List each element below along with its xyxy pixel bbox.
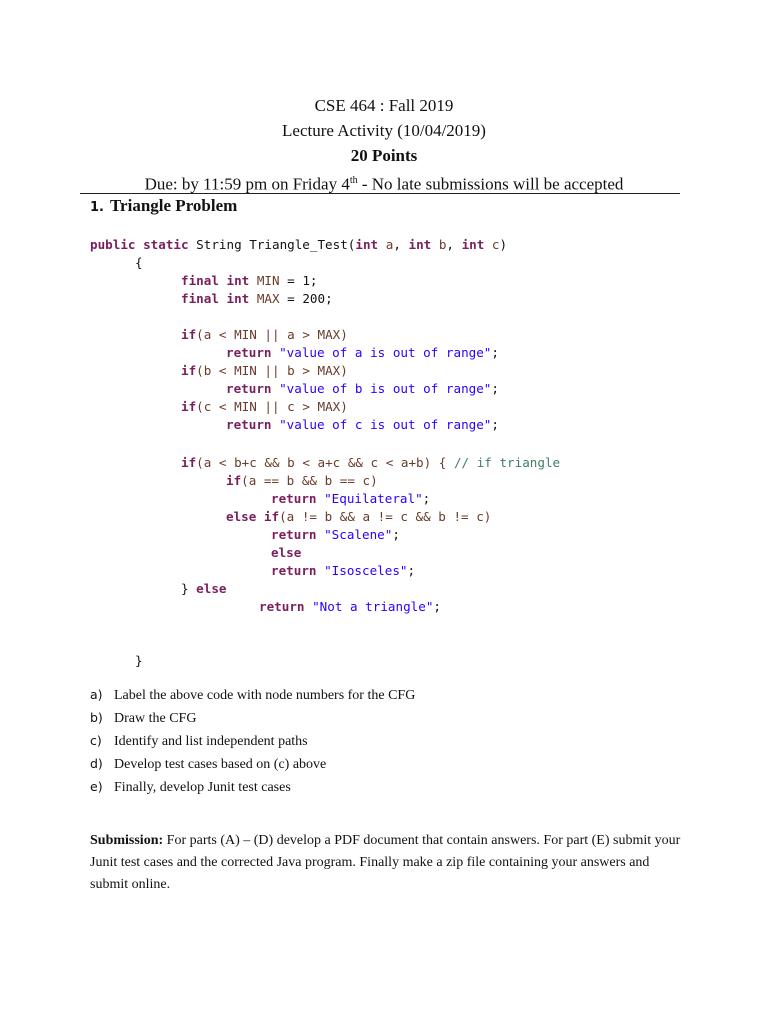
code-line-return-b: return "value of b is out of range";: [226, 381, 499, 396]
activity-title: Lecture Activity (10/04/2019): [282, 121, 486, 140]
code-line-signature: public static String Triangle_Test(int a, int b, int c): [90, 237, 508, 252]
due-sup: th: [349, 175, 358, 186]
code-line-max: final int MAX = 200;: [181, 291, 333, 306]
code-line-if-b: if(b < MIN || b > MAX): [181, 363, 348, 378]
code-line-close-brace: }: [135, 653, 143, 668]
due-prefix: Due: by 11:59 pm on Friday 4: [144, 174, 350, 194]
submission-text: For parts (A) – (D) develop a PDF document that contain answers. For part (E) submit your Junit test cases and the corrected Java program. Finally make a zip file containing your answers and submit online.: [90, 833, 681, 892]
code-line-else: else: [271, 545, 302, 560]
code-line-return-isosceles: return "Isosceles";: [271, 563, 416, 578]
section-heading: [90, 195, 237, 219]
code-line-if-a: if(a < MIN || a > MAX): [181, 327, 348, 342]
list-item: e) Finally, develop Junit test cases: [90, 779, 291, 795]
code-line-if-c: if(c < MIN || c > MAX): [181, 399, 348, 414]
list-item: b) Draw the CFG: [90, 710, 197, 726]
task-list: [90, 683, 415, 798]
list-item: a) Label the above code with node numbers for the CFG: [90, 687, 416, 703]
code-line-return-c: return "value of c is out of range";: [226, 417, 499, 432]
code-line-return-a: return "value of a is out of range";: [226, 345, 499, 360]
list-item: c) Identify and list independent paths: [90, 733, 308, 749]
list-item: d) Develop test cases based on (c) above: [90, 756, 327, 772]
code-line-if-equilateral: if(a == b && b == c): [226, 473, 378, 488]
code-line-close-else: } else: [181, 581, 227, 596]
due-line: [0, 170, 768, 196]
code-line-return-equilateral: return "Equilateral";: [271, 491, 431, 506]
section-number: 1.: [90, 200, 104, 215]
course-title: CSE 464 : Fall 2019: [314, 96, 454, 115]
code-line-open-brace: {: [135, 255, 143, 270]
code-line-return-not-triangle: return "Not a triangle";: [259, 599, 442, 614]
due-suffix: - No late submissions will be accepted: [357, 174, 624, 194]
submission-label: Submission:: [90, 833, 164, 848]
code-line-if-triangle: if(a < b+c && b < a+c && c < a+b) { // if triangle: [181, 455, 561, 470]
points-title: 20 Points: [350, 146, 418, 165]
section-title: Triangle Problem: [109, 196, 238, 215]
header-divider: [80, 193, 680, 194]
code-line-return-scalene: return "Scalene";: [271, 527, 400, 542]
code-line-else-if-scalene: else if(a != b && a != c && b != c): [226, 509, 492, 524]
submission-paragraph: [90, 830, 690, 896]
code-line-min: final int MIN = 1;: [181, 273, 318, 288]
